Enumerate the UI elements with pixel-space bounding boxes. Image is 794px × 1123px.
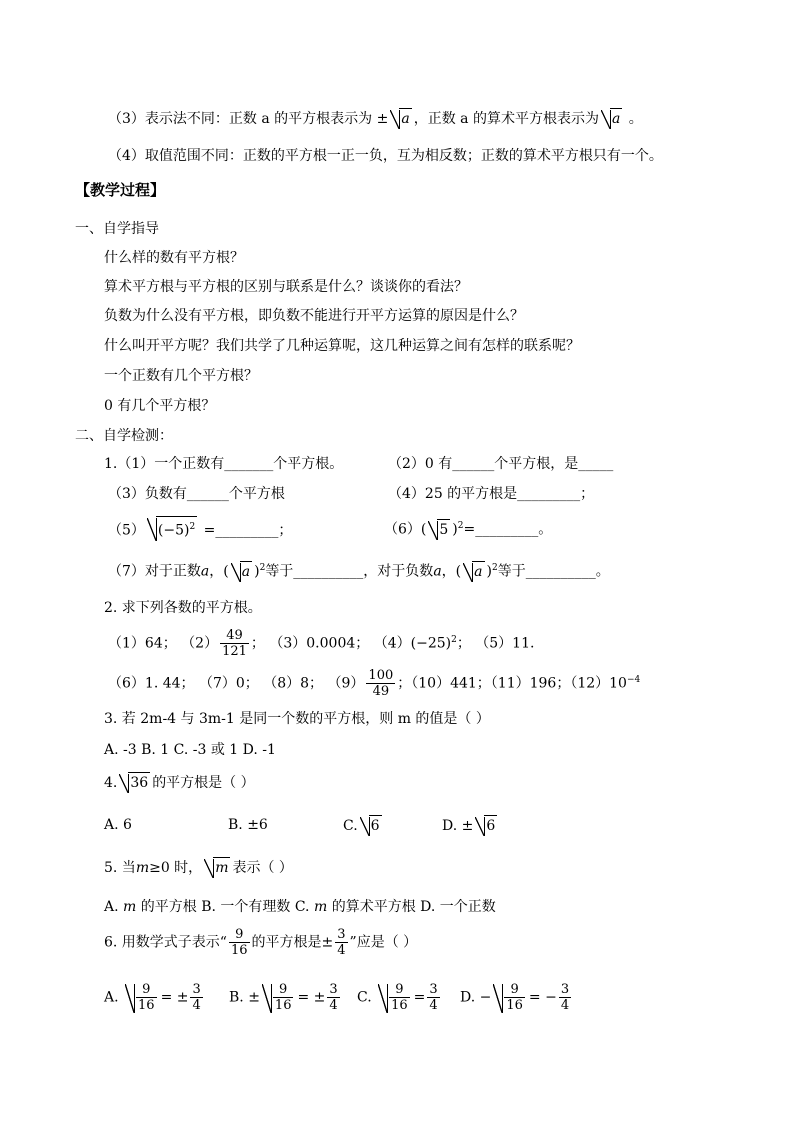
q6-option-b: B. ± $\frac{9}{16}$ = ± $\frac{3}{4}$: [229, 982, 338, 1013]
q2-title: 2. 求下列各数的平方根。: [104, 600, 262, 616]
part1-item: 负数为什么没有平方根，即负数不能进行开平方运算的原因是什么？: [104, 308, 524, 324]
line-item-3: [108, 108, 643, 129]
sqrt-symbol: [262, 982, 296, 1013]
q2-row1: （1）64； （2） $\frac{49}{121}$ ； （3）0.0004； $(4)(-25)^2$； （5）11.: [108, 628, 535, 659]
item-3-text-b: ，正数 a 的算术平方根表示为: [413, 111, 599, 127]
sqrt-symbol: a: [463, 561, 484, 582]
q5-text: 5. 当m≥0 时， m 表示（ ）: [104, 857, 293, 878]
q2-row2: （6）1. 44； （7）0； （8）8； （9） $\frac{100}{49}$ ；（10）441；（11）196；$(12)10^{-4}$: [108, 668, 641, 699]
q3-text: 3. 若 2m-4 与 3m-1 是同一个数的平方根，则 m 的值是（ ）: [104, 711, 490, 727]
part1-item: 什么叫开平方呢？我们共学了几种运算呢，这几种运算之间有怎样的联系呢？: [104, 338, 580, 354]
q6-option-c: C. $\frac{9}{16}$ = $\frac{3}{4}$: [357, 982, 438, 1013]
q5-options: A. m 的平方根 B. 一个有理数 C. m 的算术平方根 D. 一个正数: [104, 899, 496, 915]
q4-option-a: A. 6: [104, 817, 132, 833]
fraction: $\frac{3}{4}$: [560, 982, 570, 1013]
fraction: $\frac{9}{16}$: [274, 982, 292, 1013]
sqrt-a-symbol-2: a: [601, 108, 622, 129]
part1-heading: 一、自学指导: [75, 221, 159, 237]
sqrt-symbol: [378, 982, 412, 1013]
sqrt-a-symbol: a: [390, 108, 411, 129]
sqrt-symbol: 5: [428, 519, 450, 540]
fraction: $\frac{3}{4}$: [329, 982, 338, 1013]
q1-row1-left: 1.（1）一个正数有_______个平方根。: [104, 456, 344, 472]
sqrt-symbol: $(-5)^2$: [147, 516, 197, 541]
fraction: $\frac{49}{121}$: [222, 628, 247, 659]
sqrt-symbol: 36: [119, 772, 150, 793]
sqrt-symbol: 6: [475, 815, 497, 836]
q1-row3-right: （6）( 5 )$^2$=_________。: [384, 516, 552, 540]
sqrt-symbol: 6: [360, 815, 382, 836]
q1-row4: （7）对于正数a，( a )$^2$等于__________，对于负数a，( a )$^2$等于__________。: [108, 558, 610, 582]
section-title: 【教学过程】: [75, 181, 166, 199]
item-3-text-a: （3）表示法不同：正数 a 的平方根表示为 ±: [108, 111, 389, 127]
fraction: $\frac{9}{16}$: [138, 982, 155, 1013]
fraction: $\frac{100}{49}$: [368, 668, 394, 699]
part2-heading: 二、自学检测：: [75, 428, 173, 444]
item-3-text-c: 。: [628, 111, 643, 127]
q1-row2-right: （4）25 的平方根是_________；: [388, 486, 595, 502]
q1-row2-left: （3）负数有______个平方根: [108, 486, 285, 502]
q1-row1-right: （2）0 有______个平方根，是_____: [388, 456, 614, 472]
part1-item: 算术平方根与平方根的区别与联系是什么？谈谈你的看法？: [104, 279, 468, 295]
part1-item: 0 有几个平方根？: [104, 398, 216, 414]
q6-option-d: D. − $\frac{9}{16}$ = − $\frac{3}{4}$: [460, 982, 570, 1013]
q4-text: 4. 36 的平方根是（ ）: [104, 772, 255, 793]
part1-item: 什么样的数有平方根？: [104, 250, 244, 266]
q4-option-b: B. ±6: [228, 817, 268, 833]
sqrt-symbol: a: [231, 561, 252, 582]
q6-text: 6. 用数学式子表示“ $\frac{9}{16}$ 的平方根是± $\frac{3}{4}$ ”应是（ ）: [104, 927, 418, 958]
sqrt-symbol: [125, 982, 159, 1013]
fraction: $\frac{3}{4}$: [337, 927, 346, 958]
fraction: $\frac{3}{4}$: [429, 982, 438, 1013]
fraction: $\frac{3}{4}$: [192, 982, 201, 1013]
part1-item: 一个正数有几个平方根？: [104, 368, 258, 384]
line-item-4: （4）取值范围不同：正数的平方根一正一负，互为相反数；正数的算术平方根只有一个。: [108, 148, 663, 164]
sqrt-symbol: [493, 982, 527, 1013]
sqrt-symbol: m: [204, 857, 230, 878]
fraction: $\frac{9}{16}$: [391, 982, 408, 1013]
q1-row3-left: （5） $(-5)^2$ =_________；: [108, 516, 292, 541]
q3-options: A. -3 B. 1 C. -3 或 1 D. -1: [104, 742, 276, 758]
q6-option-a: A. $\frac{9}{16}$ = ± $\frac{3}{4}$: [104, 982, 201, 1013]
q4-option-d: D. ± 6: [442, 815, 499, 836]
q4-option-c: C. 6: [343, 815, 384, 836]
fraction: $\frac{9}{16}$: [506, 982, 523, 1013]
fraction: $\frac{9}{16}$: [230, 927, 248, 958]
